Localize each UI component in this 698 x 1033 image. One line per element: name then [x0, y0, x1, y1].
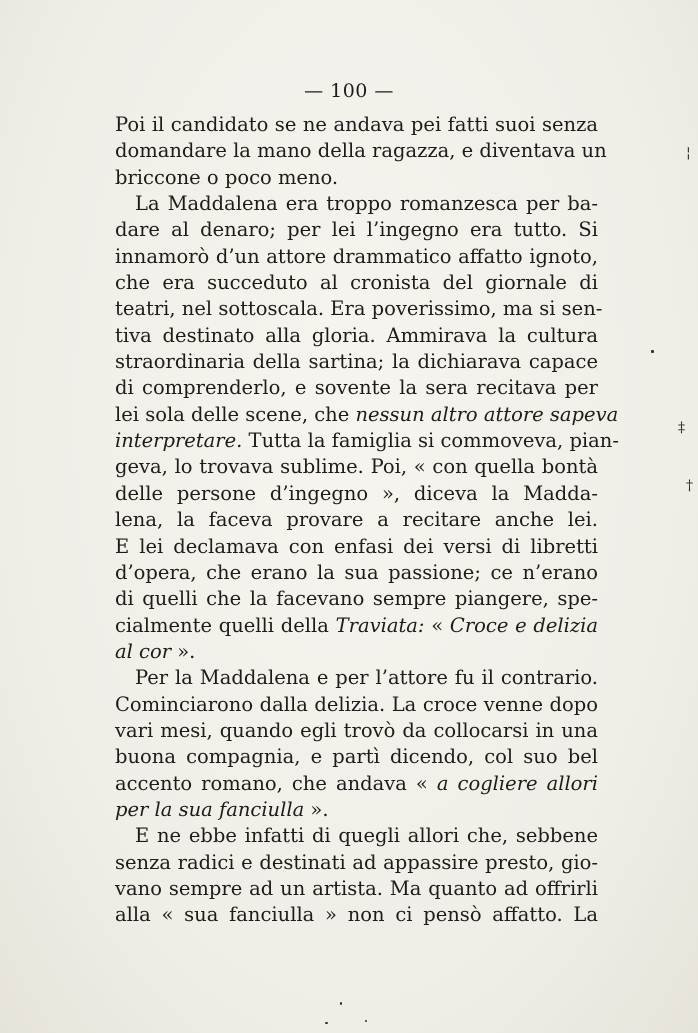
text-run: briccone o poco meno. — [115, 165, 339, 189]
text-run: ». — [304, 797, 329, 821]
text-line — [115, 902, 598, 928]
text-line — [115, 165, 598, 191]
text-line — [115, 692, 598, 718]
text-run: buona compagnia, e partì dicendo, col suo bel — [115, 745, 598, 769]
italic-text-run: nessun altro attore sapeva — [355, 402, 619, 426]
text-run: geva, lo trovava sublime. Poi, « con quella bontà — [115, 455, 598, 479]
italic-text-run: Croce e delizia — [449, 613, 599, 637]
text-run: « — [424, 613, 450, 637]
text-line — [115, 744, 598, 770]
text-run: Cominciarono dalla delizia. La croce venne dopo — [115, 692, 598, 716]
text-line — [115, 797, 598, 823]
text-line — [115, 665, 598, 691]
text-line — [115, 560, 598, 586]
text-run: Per la Maddalena e per l’attore fu il contrario. — [135, 666, 598, 690]
text-line — [115, 323, 598, 349]
page-number: — 100 — — [304, 80, 394, 102]
text-line — [115, 270, 598, 296]
text-run: di comprenderlo, e sovente la sera recitava per — [115, 376, 598, 400]
text-run: vari mesi, quando egli trovò da collocarsi in una — [115, 718, 598, 742]
text-run: lei sola delle scene, che — [115, 402, 356, 426]
text-run: lena, la faceva provare a recitare anche lei. — [115, 508, 598, 532]
text-run: che era succeduto al cronista del giornale di — [115, 271, 598, 295]
text-line — [115, 138, 607, 164]
text-line — [115, 454, 598, 480]
italic-text-run: interpretare. — [115, 429, 243, 453]
italic-text-run: a cogliere allori — [436, 771, 598, 795]
text-line — [115, 191, 598, 217]
text-line — [115, 375, 598, 401]
margin-mark: ‡ — [678, 420, 685, 436]
text-run: innamorò d’un attore drammatico affatto ignoto, — [115, 244, 598, 268]
text-run: ». — [171, 639, 196, 663]
text-line — [115, 349, 598, 375]
text-run: senza radici e destinati ad appassire presto, gio- — [115, 850, 598, 874]
italic-text-run: Traviata: — [335, 613, 425, 637]
text-run: straordinaria della sartina; la dichiarava capace — [115, 350, 598, 374]
text-line — [115, 718, 598, 744]
text-run: tiva destinato alla gloria. Ammirava la cultura — [115, 323, 598, 347]
text-line — [115, 217, 598, 243]
text-line — [115, 112, 598, 138]
text-run: Tutta la famiglia si commoveva, pian- — [242, 429, 619, 453]
text-run: La Maddalena era troppo romanzesca per ba- — [135, 192, 598, 216]
text-line — [115, 771, 598, 797]
text-run: d’opera, che erano la sua passione; ce n’erano — [115, 560, 598, 584]
text-line — [115, 876, 598, 902]
text-run: di quelli che la facevano sempre piangere, spe- — [115, 587, 598, 611]
text-line — [115, 639, 598, 665]
text-line — [115, 613, 598, 639]
text-line — [115, 428, 619, 454]
text-run: accento romano, che andava « — [115, 771, 437, 795]
text-run: delle persone d’ingegno », diceva la Madda- — [115, 481, 598, 505]
text-run: teatri, nel sottoscala. Era poverissimo, ma si sen- — [115, 297, 603, 321]
ink-speck — [651, 350, 654, 353]
ink-speck — [340, 1002, 342, 1005]
text-run: dare al denaro; per lei l’ingegno era tutto. Si — [115, 218, 598, 242]
text-run: alla « sua fanciulla » non ci pensò affatto. La — [115, 903, 598, 927]
margin-mark: † — [686, 478, 693, 494]
body-text — [115, 112, 619, 929]
text-line — [115, 850, 598, 876]
text-run: E ne ebbe infatti di quegli allori che, sebbene — [135, 824, 598, 848]
text-run: E lei declamava con enfasi dei versi di libretti — [115, 534, 598, 558]
text-line — [115, 244, 598, 270]
text-line — [115, 507, 598, 533]
italic-text-run: per la sua fanciulla — [115, 797, 305, 821]
italic-text-run: al cor — [115, 639, 172, 663]
text-run: vano sempre ad un artista. Ma quanto ad offrirli — [115, 876, 598, 900]
text-line — [115, 534, 598, 560]
margin-mark: ¦ — [686, 145, 691, 161]
text-line — [115, 823, 598, 849]
text-run: cialmente quelli della — [115, 613, 336, 637]
text-line — [115, 586, 598, 612]
text-line — [115, 296, 603, 322]
text-run: Poi il candidato se ne andava pei fatti suoi senza — [115, 113, 598, 136]
text-line — [115, 481, 598, 507]
text-line — [115, 402, 619, 428]
text-run: domandare la mano della ragazza, e diventava un — [115, 139, 607, 163]
ink-speck — [325, 1022, 328, 1024]
ink-speck — [365, 1020, 367, 1022]
